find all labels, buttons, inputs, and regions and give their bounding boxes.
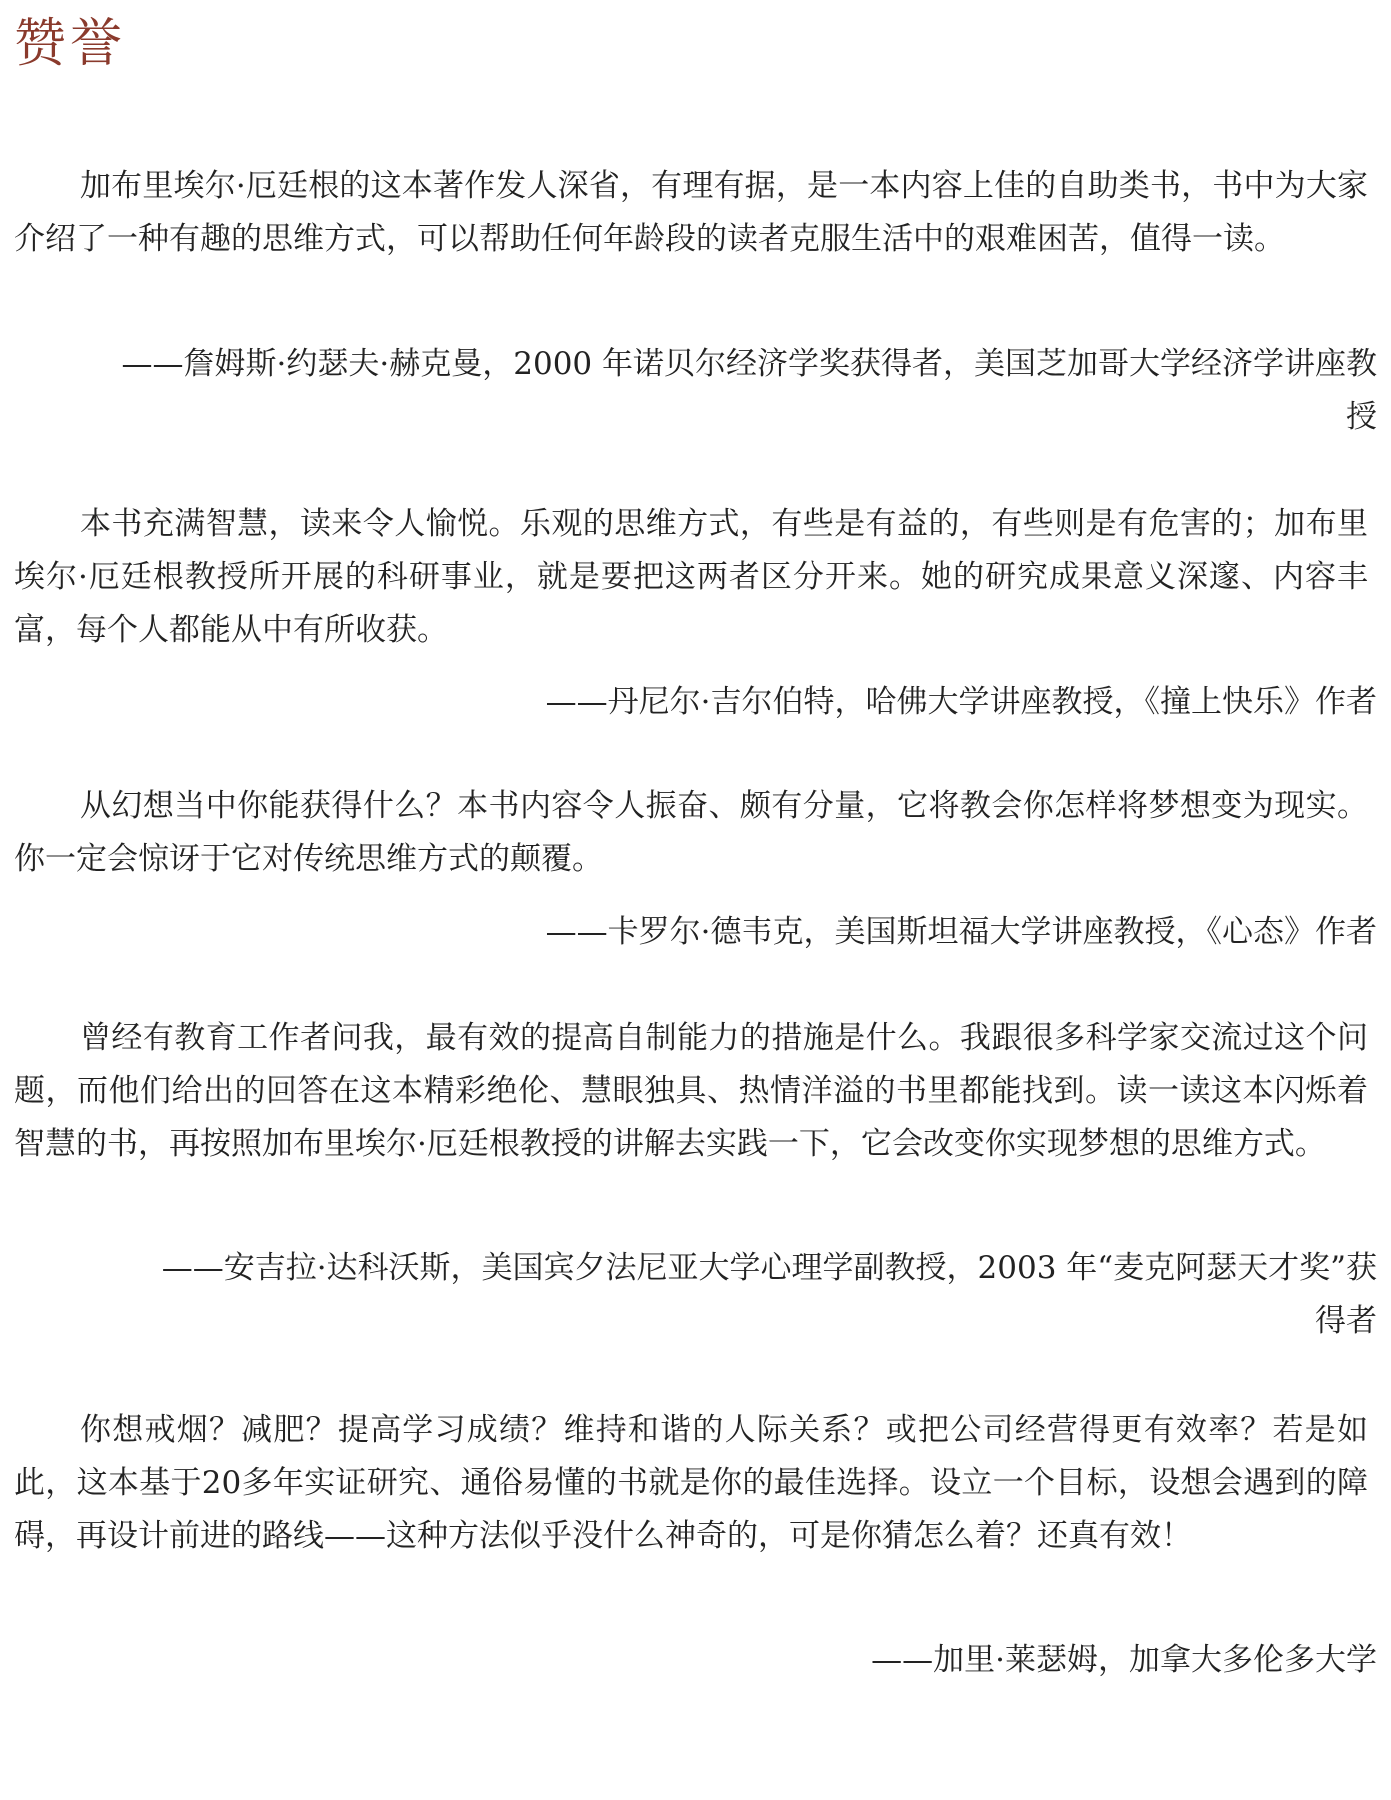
endorsement-quote-2: 本书充满智慧，读来令人愉悦。乐观的思维方式，有些是有益的，有些则是有危害的；加布里埃尔·厄廷根教授所开展的科研事业，就是要把这两者区分开来。她的研究成果意义深邃、内容丰富，每个人都能从中有所收获。 [14,506,1368,648]
endorsement-quote-1: 加布里埃尔·厄廷根的这本著作发人深省，有理有据，是一本内容上佳的自助类书，书中为大家介绍了一种有趣的思维方式，可以帮助任何年龄段的读者克服生活中的艰难困苦，值得一读。 [14,168,1368,257]
endorsement-quote-5: 你想戒烟？减肥？提高学习成绩？维持和谐的人际关系？或把公司经营得更有效率？若是如此，这本基于20多年实证研究、通俗易懂的书就是你的最佳选择。设立一个目标，设想会遇到的障碍，再设计前进的路线——这种方法似乎没什么神奇的，可是你猜怎么着？还真有效！ [14,1412,1368,1554]
page-title: 赞誉 [14,14,127,74]
endorsement-attribution-2: ——丹尼尔·吉尔伯特，哈佛大学讲座教授，《撞上快乐》作者 [545,684,1377,720]
endorsement-quote-3: 从幻想当中你能获得什么？本书内容令人振奋、颇有分量，它将教会你怎样将梦想变为现实。你一定会惊讶于它对传统思维方式的颠覆。 [14,788,1368,877]
endorsement-quote-4: 曾经有教育工作者问我，最有效的提高自制能力的措施是什么。我跟很多科学家交流过这个问题，而他们给出的回答在这本精彩绝伦、慧眼独具、热情洋溢的书里都能找到。读一读这本闪烁着智慧的书，再按照加布里埃尔·厄廷根教授的讲解去实践一下，它会改变你实现梦想的思维方式。 [14,1020,1368,1162]
endorsement-attribution-4: ——安吉拉·达科沃斯，美国宾夕法尼亚大学心理学副教授，2003 年“麦克阿瑟天才奖”获得者 [161,1250,1377,1339]
endorsement-attribution-5: ——加里·莱瑟姆，加拿大多伦多大学 [871,1642,1377,1678]
praise-page [14,0,1377,1800]
endorsement-attribution-1: ——詹姆斯·约瑟夫·赫克曼，2000 年诺贝尔经济学奖获得者，美国芝加哥大学经济学讲座教授 [121,346,1377,435]
endorsement-attribution-3: ——卡罗尔·德韦克，美国斯坦福大学讲座教授，《心态》作者 [545,914,1377,950]
